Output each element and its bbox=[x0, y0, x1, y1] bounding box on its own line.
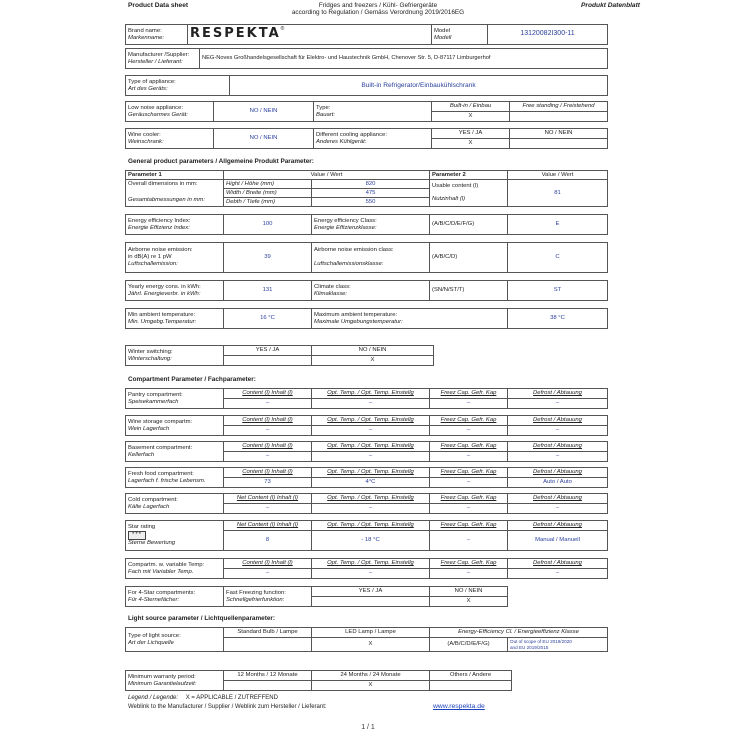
min-ambient-value: 16 °C bbox=[224, 309, 312, 329]
compartment-value: Manual / Manuell bbox=[508, 531, 608, 551]
value2-header: Value / Wert bbox=[508, 171, 608, 180]
compartment-value: – bbox=[312, 399, 430, 409]
compartment-value: – bbox=[508, 426, 608, 436]
bulb-mark bbox=[224, 638, 312, 652]
compartment-column-header: Content (l) Inhalt (l) bbox=[224, 442, 312, 452]
sheet-header bbox=[128, 2, 640, 24]
compartment-value: 73 bbox=[224, 478, 312, 488]
compartment-label: Compartm. w. variable Temp: Fach mit Variabler Temp. bbox=[126, 559, 224, 579]
usable-value: 81 bbox=[508, 180, 608, 207]
compartment-column-header: Opt. Temp. / Opt. Temp. Einstellg bbox=[312, 559, 430, 569]
param1-header: Parameter 1 bbox=[126, 171, 224, 180]
low-noise-value: NO / NEIN bbox=[214, 102, 314, 122]
light-label: Type of light source: Art der Lichquelle bbox=[126, 628, 224, 652]
compartment-column-header: Defrost / Abtauung bbox=[508, 442, 608, 452]
warranty-table bbox=[125, 670, 512, 691]
compartment-value: – bbox=[430, 504, 508, 514]
different-yes-mark: X bbox=[432, 139, 510, 149]
different-no: NO / NEIN bbox=[510, 129, 608, 139]
eei-value: 100 bbox=[224, 215, 312, 235]
usable-label: Usable content (l) Nutzinhalt (l) bbox=[430, 180, 508, 207]
compartment-value: – bbox=[224, 399, 312, 409]
compartment-table bbox=[125, 388, 608, 409]
different-cooling-label: Different cooling appliance: Anderes Kühlgerät: bbox=[314, 129, 432, 149]
page-number: 1 / 1 bbox=[361, 724, 375, 731]
compartment-column-header: Defrost / Abtauung bbox=[508, 521, 608, 531]
compartment-value: – bbox=[224, 426, 312, 436]
eec-scale: (A/B/C/D/E/F/G) bbox=[430, 215, 508, 235]
four-star-table bbox=[125, 586, 508, 607]
height-value: 820 bbox=[312, 180, 430, 189]
compartment-column-header: Defrost / Abtauung bbox=[508, 559, 608, 569]
weblink-label: Weblink to the Manufacturer / Supplier / Weblink zum Hersteller / Lieferant: bbox=[128, 704, 327, 710]
led-header: LED Lamp / Lampe bbox=[312, 628, 430, 638]
compartment-table bbox=[125, 467, 608, 488]
compartment-column-header: Freez Cap. Gefr. Kap bbox=[430, 494, 508, 504]
noise-class-scale: (A/B/C/D) bbox=[430, 243, 508, 273]
eei-label: Energy efficiency Index: Energie Effizienz Index: bbox=[126, 215, 224, 235]
noise-label: Airborne noise emission: in dB(A) re 1 pW Luftschallemission: bbox=[126, 243, 224, 273]
max-ambient-label: Maximum ambient temperature: Maximale Umgebungstemperatur: bbox=[312, 309, 508, 329]
efficiency-scale: (A/B/C/D/E/F/G) bbox=[430, 638, 508, 652]
min-ambient-label: Min ambient temperature: Min. Umgebg.Temperatur: bbox=[126, 309, 224, 329]
noise-value: 39 bbox=[224, 243, 312, 273]
compartment-column-header: Defrost / Abtauung bbox=[508, 494, 608, 504]
compartment-value: – bbox=[224, 504, 312, 514]
manufacturer-weblink[interactable]: www.respekta.de bbox=[433, 703, 485, 710]
compartment-value: 4°C bbox=[312, 478, 430, 488]
compartment-column-header: Content (l) Inhalt (l) bbox=[224, 559, 312, 569]
compartment-column-header: Net Content (l) Inhalt (l) bbox=[224, 494, 312, 504]
dimensions-label: Overall dimensions in mm: Gesamtabmessungen in mm: bbox=[126, 180, 224, 207]
compartment-column-header: Content (l) Inhalt (l) bbox=[224, 389, 312, 399]
compartment-label: Pantry compartment: Speisekammerfach bbox=[126, 389, 224, 409]
legend bbox=[128, 695, 278, 702]
max-ambient-value: 38 °C bbox=[508, 309, 608, 329]
compartment-value: – bbox=[508, 452, 608, 462]
wine-cooler-label: Wine cooler: Weinschrank: bbox=[126, 129, 214, 149]
winter-yes: YES / JA bbox=[224, 346, 312, 356]
sheet-subtitle bbox=[278, 2, 478, 17]
low-noise-label: Low noise appliance: Geräuscharmes Gerät: bbox=[126, 102, 214, 122]
freestanding-header: Free standing / Freistehend bbox=[510, 102, 608, 112]
compartment-column-header: Content (l) Inhalt (l) bbox=[224, 416, 312, 426]
model-label: Model Modell bbox=[432, 25, 488, 45]
bulb-header: Standard Bulb / Lampe bbox=[224, 628, 312, 638]
fast-freeze-label: Fast Freezing function: Schnellgefrierfunktion: bbox=[224, 587, 312, 607]
warranty-24-mark: X bbox=[312, 681, 430, 691]
warranty-12-header: 12 Months / 12 Monate bbox=[224, 671, 312, 681]
compartment-label: Wine storage compartm: Wein Lagerfach bbox=[126, 416, 224, 436]
freestanding-mark bbox=[510, 112, 608, 122]
winter-table bbox=[125, 345, 434, 366]
compartment-column-header: Opt. Temp. / Opt. Temp. Einstellg bbox=[312, 442, 430, 452]
light-table bbox=[125, 627, 608, 652]
compartment-column-header: Opt. Temp. / Opt. Temp. Einstellg bbox=[312, 416, 430, 426]
different-no-mark bbox=[510, 139, 608, 149]
fast-freeze-yes-mark bbox=[312, 597, 430, 607]
climate-label: Climate class: Klimaklasse: bbox=[312, 281, 430, 301]
compartment-value: – bbox=[430, 452, 508, 462]
depth-value: 550 bbox=[312, 198, 430, 207]
winter-no: NO / NEIN bbox=[312, 346, 434, 356]
four-star-label: For 4-Star compartments: Für 4-Sternefächer: bbox=[126, 587, 224, 607]
model-value: 13120082I300-11 bbox=[488, 25, 608, 45]
compartment-column-header: Defrost / Abtauung bbox=[508, 416, 608, 426]
compartment-column-header: Defrost / Abtauung bbox=[508, 389, 608, 399]
compartment-value: – bbox=[508, 399, 608, 409]
compartment-value: – bbox=[224, 569, 312, 579]
compartment-label: Basement compartment: Kellerfach bbox=[126, 442, 224, 462]
compartment-column-header: Opt. Temp. / Opt. Temp. Einstellg bbox=[312, 389, 430, 399]
compartment-value: – bbox=[430, 426, 508, 436]
warranty-other-header: Others / Andere bbox=[430, 671, 512, 681]
compartment-column-header: Freez Cap. Gefr. Kap bbox=[430, 468, 508, 478]
compartment-column-header: Defrost / Abtauung bbox=[508, 468, 608, 478]
compartment-value: – bbox=[430, 478, 508, 488]
compartment-column-header: Content (l) Inhalt (l) bbox=[224, 468, 312, 478]
appliance-value: Built-in Refrigerator/Einbaukühlschrank bbox=[230, 76, 608, 96]
compartment-table bbox=[125, 558, 608, 579]
builtin-mark: X bbox=[432, 112, 510, 122]
compartment-label: Star rating *** Sterne Bewertung bbox=[126, 521, 224, 551]
sheet-title-en: Product Data sheet bbox=[128, 2, 189, 9]
param2-header: Parameter 2 bbox=[430, 171, 508, 180]
legend-text: X = APPLICABLE / ZUTREFFEND bbox=[185, 695, 278, 701]
compartment-section-title: Compartment Parameter / Fachparameter: bbox=[128, 376, 256, 383]
compartment-label: Cold compartment: Kälte Lagerfach bbox=[126, 494, 224, 514]
light-section-title: Light source parameter / Lichtquellenparameter: bbox=[128, 615, 276, 622]
eec-value: E bbox=[508, 215, 608, 235]
compartment-value: – bbox=[430, 399, 508, 409]
compartment-table bbox=[125, 415, 608, 436]
compartment-column-header: Freez Cap. Gefr. Kap bbox=[430, 442, 508, 452]
compartment-table bbox=[125, 441, 608, 462]
wine-cooler-table bbox=[125, 128, 608, 149]
general-table bbox=[125, 170, 608, 329]
yearly-label: Yearly energy cons. in kWh: Jährl. Energieverbr. in kWh: bbox=[126, 281, 224, 301]
star-rating-icon: *** bbox=[128, 531, 146, 540]
width-value: 475 bbox=[312, 189, 430, 198]
fast-freeze-yes: YES / JA bbox=[312, 587, 430, 597]
compartment-column-header: Freez Cap. Gefr. Kap bbox=[430, 559, 508, 569]
compartment-column-header: Opt. Temp. / Opt. Temp. Einstellg bbox=[312, 494, 430, 504]
compartment-value: – bbox=[312, 569, 430, 579]
low-noise-table bbox=[125, 101, 608, 122]
manufacturer-table bbox=[125, 48, 608, 69]
fast-freeze-no-mark: X bbox=[430, 597, 508, 607]
compartment-value: - 18 °C bbox=[312, 531, 430, 551]
eec-label: Energy efficiency Class: Energie Effizienzklasse: bbox=[312, 215, 430, 235]
compartment-column-header: Opt. Temp. / Opt. Temp. Einstellg bbox=[312, 468, 430, 478]
efficiency-header: Energy-Efficiency Cl. / Energieeffizienz Klasse bbox=[430, 628, 608, 638]
noise-class-value: C bbox=[508, 243, 608, 273]
compartment-table bbox=[125, 493, 608, 514]
compartment-label: Fresh food compartment: Lagerfach f. frische Lebensm. bbox=[126, 468, 224, 488]
efficiency-note: Out of scope of EU 2019/2020 and EU 2019/2015 bbox=[508, 638, 608, 652]
compartment-column-header: Freez Cap. Gefr. Kap bbox=[430, 521, 508, 531]
type-label: Type: Bauart: bbox=[314, 102, 432, 122]
compartment-value: Auto / Auto bbox=[508, 478, 608, 488]
compartment-value: – bbox=[430, 531, 508, 551]
winter-yes-mark bbox=[224, 356, 312, 366]
compartment-value: – bbox=[312, 426, 430, 436]
wine-cooler-value: NO / NEIN bbox=[214, 129, 314, 149]
compartment-value: – bbox=[312, 504, 430, 514]
value-header: Value / Wert bbox=[224, 171, 430, 180]
appliance-label: Type of appliance: Art des Geräts: bbox=[126, 76, 230, 96]
fast-freeze-no: NO / NEIN bbox=[430, 587, 508, 597]
manufacturer-value: NEG-Noves Großhandelsgesellschaft für Elektro- und Haustechnik GmbH, Chenover Str. 5, D-87117 Limburgerhof bbox=[200, 49, 608, 69]
brand-logo: RESPEKTA® bbox=[188, 25, 432, 45]
winter-label: Winter switching: Winterschaltung: bbox=[126, 346, 224, 366]
led-mark: X bbox=[312, 638, 430, 652]
compartment-value: – bbox=[224, 452, 312, 462]
legend-label: Legend / Legende: bbox=[128, 695, 179, 701]
appliance-table bbox=[125, 75, 608, 96]
height-label: Hight / Höhe (mm) bbox=[224, 180, 312, 189]
manufacturer-label: Manufacturer /Supplier: Hersteller / Lieferant: bbox=[126, 49, 200, 69]
brand-label: Brand name: Markenname: bbox=[126, 25, 188, 45]
winter-no-mark: X bbox=[312, 356, 434, 366]
yearly-value: 131 bbox=[224, 281, 312, 301]
climate-value: ST bbox=[508, 281, 608, 301]
general-section-title: General product parameters / Allgemeine Produkt Parameter: bbox=[128, 158, 314, 165]
different-yes: YES / JA bbox=[432, 129, 510, 139]
compartment-value: 8 bbox=[224, 531, 312, 551]
compartment-value: – bbox=[508, 569, 608, 579]
subtitle-line1: Fridges and freezers / Kühl- Gefriergeräte bbox=[318, 2, 438, 9]
compartment-value: – bbox=[508, 504, 608, 514]
width-label: Width / Breite (mm) bbox=[224, 189, 312, 198]
sheet-title-de: Produkt Datenblatt bbox=[581, 2, 640, 9]
compartment-value: – bbox=[312, 452, 430, 462]
warranty-label: Minimum warranty period: Minimum Garantielaufzeit: bbox=[126, 671, 224, 691]
subtitle-line2: according to Regulation / Gemäss Verordnung 2019/2016EG bbox=[291, 9, 465, 17]
compartment-column-header: Net Content (l) Inhalt (l) bbox=[224, 521, 312, 531]
warranty-24-header: 24 Months / 24 Monate bbox=[312, 671, 430, 681]
compartment-column-header: Freez Cap. Gefr. Kap bbox=[430, 389, 508, 399]
noise-class-label: Airborne noise emission class: Luftschallemissionsklasse: bbox=[312, 243, 430, 273]
compartment-column-header: Opt. Temp. / Opt. Temp. Einstellg bbox=[312, 521, 430, 531]
builtin-header: Built-in / Einbau bbox=[432, 102, 510, 112]
brand-table bbox=[125, 24, 608, 45]
warranty-12-mark bbox=[224, 681, 312, 691]
depth-label: Debth / Tiefe (mm) bbox=[224, 198, 312, 207]
climate-scale: (SN/N/ST/T) bbox=[430, 281, 508, 301]
compartment-column-header: Freez Cap. Gefr. Kap bbox=[430, 416, 508, 426]
compartment-table bbox=[125, 520, 608, 551]
warranty-other-mark bbox=[430, 681, 512, 691]
compartment-value: – bbox=[430, 569, 508, 579]
